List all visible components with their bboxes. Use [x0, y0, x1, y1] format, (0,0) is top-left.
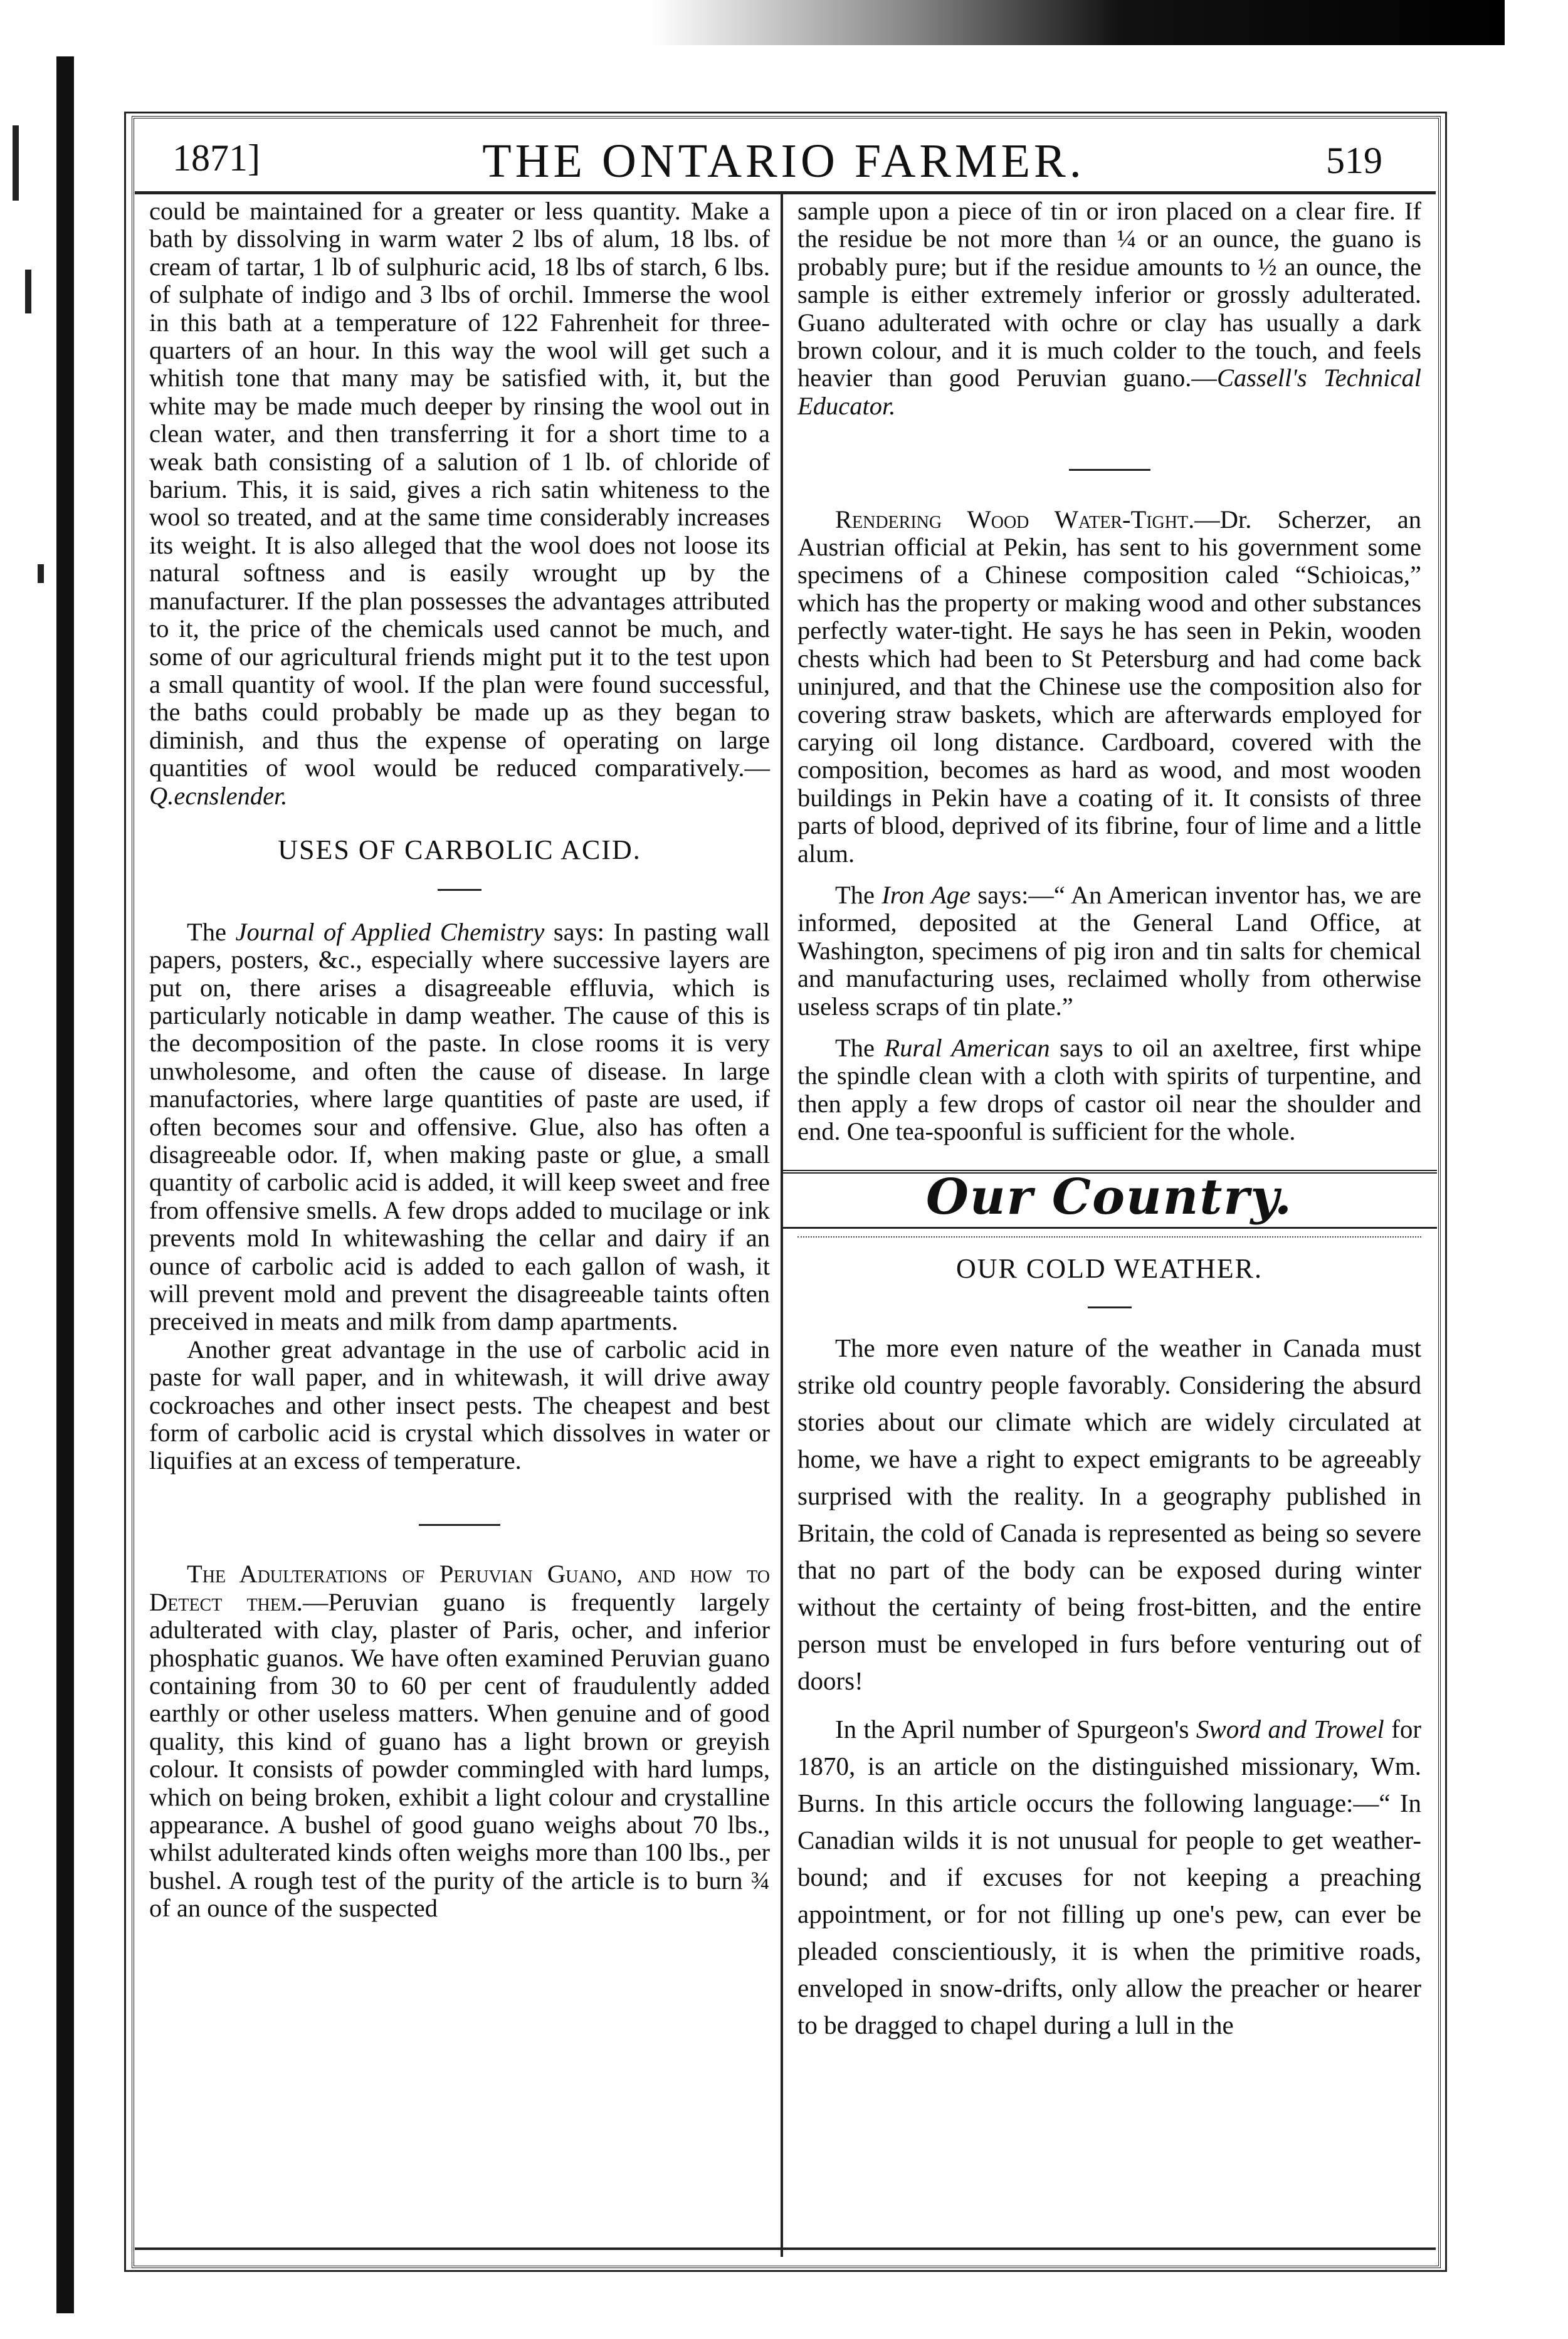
heading-dash	[149, 869, 770, 896]
article-text: The Iron Age says:—“ An American inventor has, we are informed, deposited at the General Land Office, at Washington, specimens of pig iron and tin salts for chemical and manufacturing uses, reclaimed wholly from otherwise useless scraps of tin plate.”	[797, 880, 1422, 1021]
article-text: Rendering Wood Water-Tight.—Dr. Scherzer, an Austrian official at Pekin, has sent to his government some specimens of a Chinese composition caled “Schioicas,” which has the property or making wood and other substances perfectly water-tight. He says he has seen in Pekin, wooden chests which had been to St Petersburg and had come back uninjured, and that the Chinese use the composition also for covering straw baskets, which are afterwards employed for carying oil long distance. Cardboard, covered with the composition, becomes as hard as wood, and most wooden buildings in Pekin have a coating of it. It consists of three parts of blood, deprived of its fibrine, four of lime and a little alum.	[797, 505, 1421, 868]
header-year: 1871]	[172, 137, 260, 179]
source-citation: Rural American	[884, 1033, 1050, 1062]
dotted-rule	[797, 1236, 1421, 1238]
article-heading: The Adulterations of Peruvian Guano, and how to Detect them.	[149, 1560, 770, 1616]
section-separator	[149, 1504, 770, 1532]
article-text: The Journal of Applied Chemistry says: In pasting wall papers, posters, &c., especially where successive layers are put on, there arises a disagreeable effluvia, which is particularly noticable in damp weather. The cause of this is the decomposition of the paste. In close rooms it is very unwholesome, and often the cause of disease. In large manufactories, where large quantities of paste are used, if often becomes sour and offensive. Glue, also has often a disagreeable odor. If, when making paste or glue, a small quantity of carbolic acid is added, it will keep sweet and free from offensive smells. A few drops added to mucilage or ink prevents mold In whitewashing the cellar and dairy if an ounce of carbolic acid is added to each gallon of wash, it will prevent mold and prevent the disagreeable taints often preceived in meats and milk from damp apartments.	[149, 917, 771, 1336]
article-heading: OUR COLD WEATHER.	[955, 1253, 1263, 1284]
source-citation: Sword and Trowel	[1196, 1714, 1384, 1743]
article-heading: USES OF CARBOLIC ACID.	[278, 834, 641, 865]
source-citation: Cassell's Technical Educator.	[797, 364, 1421, 420]
scan-binding-edge	[56, 56, 74, 2313]
page-header	[135, 125, 1433, 194]
footer-rule	[135, 2247, 1436, 2250]
header-rule	[135, 191, 1436, 194]
article-heading: Rendering Wood Water-Tight.	[835, 505, 1195, 534]
article-text: Another great advantage in the use of carbolic acid in paste for wall paper, and in whitewash, it will drive away cockroaches and other insect pests. The cheapest and best form of carbolic acid is crystal which dissolves in water or liquifies at an excess of temperature.	[149, 1335, 770, 1475]
scan-mark	[38, 564, 44, 583]
section-title: Our Country.	[925, 1168, 1293, 1226]
article-text: In the April number of Spurgeon's Sword and Trowel for 1870, is an article on the distinguished missionary, Wm. Burns. In this article occurs the following language:—“ In Canadian wilds it is not unusual for people to get weather-bound; and if excuses for not keeping a preaching appointment, or for not filling up one's pew, can ever be pleaded conscientiously, it is when the primitive roads, enveloped in snow-drifts, only allow the preacher or hearer to be dragged to chapel during a lull in the	[797, 1714, 1421, 2039]
article-text: The more even nature of the weather in Canada must strike old country people favorably. Considering the absurd stories about our climate which are widely circulated at home, we have a right to expect emigrants to be agreeably surprised with the reality. In a geography published in Britain, the cold of Canada is represented as being so severe that no part of the body can be exposed during winter without the certainty of being frost-bitten, and the entire person must be enveloped in furs before venturing out of doors!	[797, 1333, 1421, 1695]
right-column	[797, 197, 1421, 2044]
article-text: could be maintained for a greater or less quantity. Make a bath by dissolving in warm water 2 lbs of alum, 18 lbs. of cream of tartar, 1 lb of sulphuric acid, 18 lbs of starch, 6 lbs. of sulphate of indigo and 3 lbs of orchil. Immerse the wool in this bath at a temperature of 122 Fahrenheit for three-quarters of an hour. In this way the wool will get such a whitish tone that many may be satisfied with, it, but the white may be made much deeper by rinsing the wool out in clean water, and then transferring it for a short time to a weak bath consisting of a salution of 1 lb. of chloride of barium. This, it is said, gives a rich satin whiteness to the wool so treated, and at the same time considerably increases its weight. It is also alleged that the wool does not loose its natural softness and is easily wrought up by the manufacturer. If the plan possesses the advantages attributed to it, the price of the chemicals used cannot be much, and some of our agricultural friends might put it to the test upon a small quantity of wool. If the plan were found successful, the baths could probably be made up as they began to diminish, and thus the expense of operating on large quantities of wool would be reduced comparatively.—Q.ecnslender.	[149, 197, 770, 810]
article-text: The Rural American says to oil an axeltree, first whipe the spindle clean with a cloth with spirits of turpentine, and then apply a few drops of castor oil near the shoulder and end. One tea-spoonful is sufficient for the whole.	[797, 1033, 1421, 1146]
article-text: The Adulterations of Peruvian Guano, and how to Detect them.—Peruvian guano is frequently largely adulterated with clay, plaster of Paris, ocher, and inferior phosphatic guanos. We have often examined Peruvian guano containing from 30 to 60 per cent of fraudulently added earthly or other useless matters. When genuine and of good quality, this kind of guano has a light brown or greyish colour. It consists of powder commingled with hard lumps, which on being broken, exhibit a light colour and crystalline appearance. A bushel of good guano weighs about 70 lbs., whilst adulterated kinds often weighs more than 100 lbs., per bushel. A rough test of the purity of the article is to burn ¾ of an ounce of the suspected	[149, 1560, 770, 1923]
heading-dash	[797, 1286, 1421, 1314]
section-separator	[797, 449, 1421, 476]
source-citation: Iron Age	[881, 880, 971, 909]
scan-mark	[25, 270, 31, 313]
source-citation: Q.ecnslender.	[149, 781, 288, 810]
source-citation: Journal of Applied Chemistry	[235, 917, 545, 946]
left-column	[149, 197, 770, 1923]
scan-dark-band	[652, 0, 1505, 45]
publication-title: THE ONTARIO FARMER.	[482, 135, 1085, 187]
article-text: sample upon a piece of tin or iron placed on a clear fire. If the residue be not more than ¼ or an ounce, the guano is probably pure; but if the residue amounts to ½ an ounce, the sample is either extremely inferior or grossly adulterated. Guano adulterated with ochre or clay has usually a dark brown colour, and it is much colder to the touch, and feels heavier than good Peruvian guano.—Cassell's Technical Educator.	[797, 197, 1421, 420]
scan-mark	[13, 125, 19, 201]
page-number: 519	[1326, 140, 1382, 181]
section-banner	[782, 1170, 1437, 1229]
